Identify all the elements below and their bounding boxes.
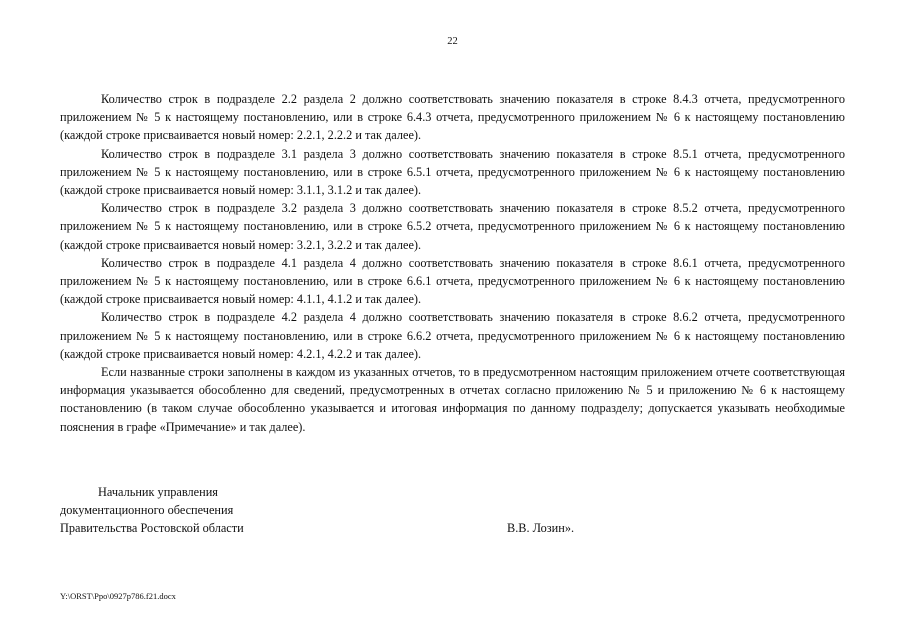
signer-title-line-1: Начальник управления — [98, 485, 218, 499]
paragraph-subsection-2-2: Количество строк в подразделе 2.2 раздела 2 должно соответствовать значению показателя в строке 8.4.3 отчета, предусмотренного приложением № 5 к настоящему постановлению, или в строке 6.4.3 отчета, предусмотренного приложением № 6 к настоящему постановлению (каждой строке присваивается новый номер: 2.2.1, 2.2.2 и так далее). — [60, 92, 845, 143]
paragraph-filled-rows-note: Если названные строки заполнены в каждом из указанных отчетов, то в предусмотренном настоящим приложением отчете соответствующая информация указывается обособленно для сведений, предусмотренных в отчетах согласно приложению № 5 и приложению № 6 к настоящему постановлению (в таком случае обособленно указывается и итоговая информация по данному подразделу; допускается указывать необходимые пояснения в графе «Примечание» и так далее). — [60, 365, 845, 434]
file-path-footer: Y:\ORST\Ppo\0927p786.f21.docx — [60, 591, 176, 601]
paragraph-subsection-3-1: Количество строк в подразделе 3.1 раздела 3 должно соответствовать значению показателя в строке 8.5.1 отчета, предусмотренного приложением № 5 к настоящему постановлению, или в строке 6.5.1 отчета, предусмотренного приложением № 6 к настоящему постановлению (каждой строке присваивается новый номер: 3.1.1, 3.1.2 и так далее). — [60, 146, 845, 198]
signature-block — [60, 483, 845, 538]
paragraph-subsection-3-2: Количество строк в подразделе 3.2 раздела 3 должно соответствовать значению показателя в строке 8.5.2 отчета, предусмотренного приложением № 5 к настоящему постановлению, или в строке 6.5.2 отчета, предусмотренного приложением № 6 к настоящему постановлению (каждой строке присваивается новый номер: 3.2.1, 3.2.2 и так далее). — [60, 201, 845, 252]
document-body — [60, 90, 845, 436]
signer-title-line-3: Правительства Ростовской области — [60, 521, 244, 536]
page-number: 22 — [447, 36, 458, 47]
signer-name: В.В. Лозин». — [507, 521, 575, 536]
paragraph-subsection-4-2: Количество строк в подразделе 4.2 раздела 4 должно соответствовать значению показателя в строке 8.6.2 отчета, предусмотренного приложением № 5 к настоящему постановлению, или в строке 6.6.2 отчета, предусмотренного приложением № 6 к настоящему постановлению (каждой строке присваивается новый номер: 4.2.1, 4.2.2 и так далее). — [60, 310, 845, 361]
paragraph-subsection-4-1: Количество строк в подразделе 4.1 раздела 4 должно соответствовать значению показателя в строке 8.6.1 отчета, предусмотренного приложением № 5 к настоящему постановлению, или в строке 6.6.1 отчета, предусмотренного приложением № 6 к настоящему постановлению (каждой строке присваивается новый номер: 4.1.1, 4.1.2 и так далее). — [60, 255, 845, 307]
signer-title-line-2: документационного обеспечения — [60, 503, 234, 518]
